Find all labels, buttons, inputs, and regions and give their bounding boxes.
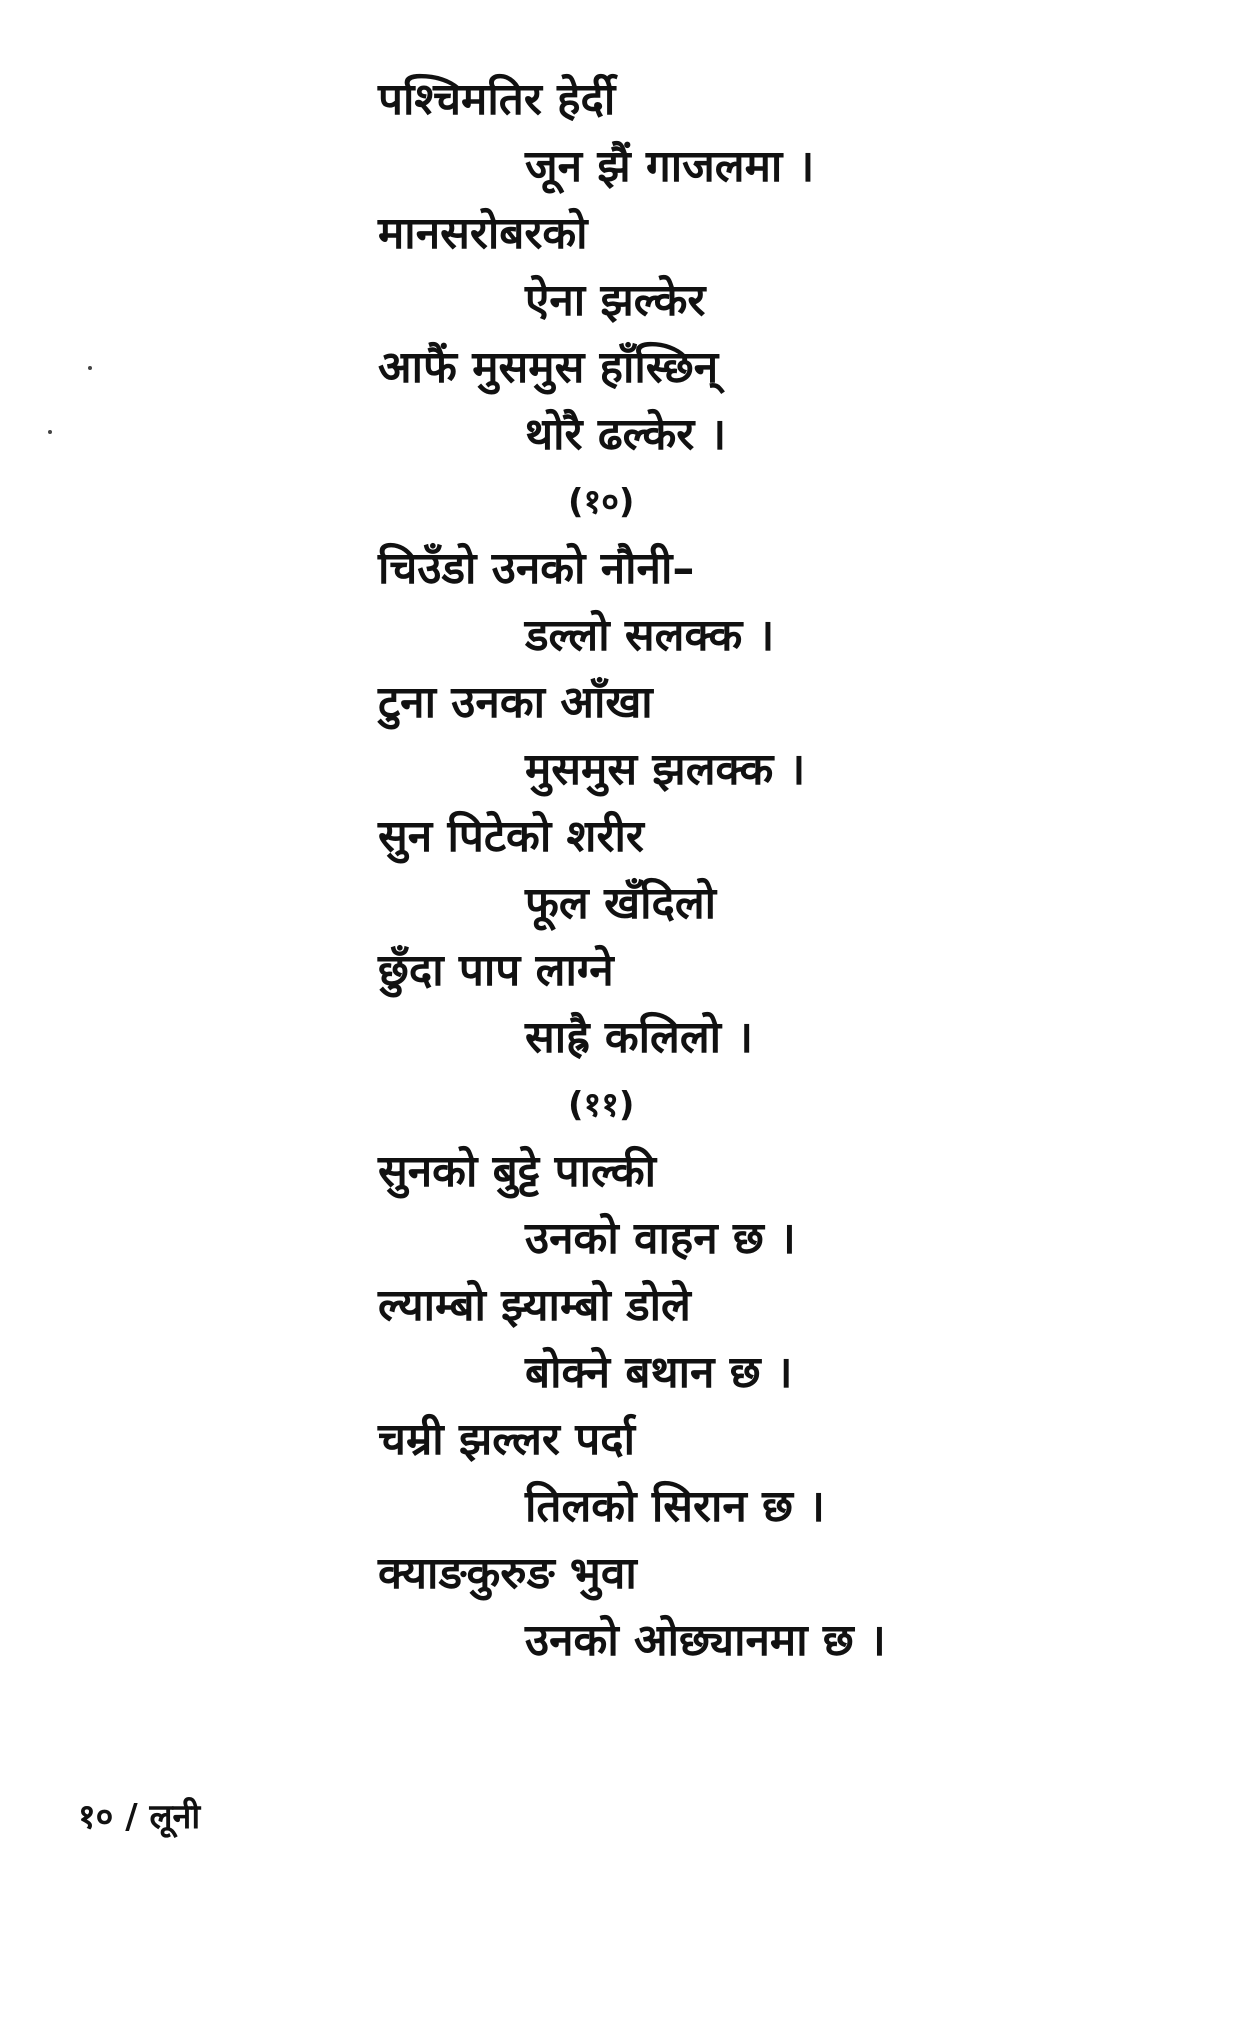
poem-line: जून झैं गाजलमा । xyxy=(525,141,815,192)
poem-line: मुसमुस झलक्क । xyxy=(525,744,806,795)
poem-line: आफैं मुसमुस हाँस्छिन् xyxy=(378,342,719,393)
poem-line: साह्रै कलिलो । xyxy=(525,1012,754,1063)
poem-line: मानसरोबरको xyxy=(378,208,588,259)
poem-line: चिउँडो उनको नौनी– xyxy=(378,543,695,594)
poem-line: पश्चिमतिर हेर्दी xyxy=(378,74,616,125)
poem-line: टुना उनका आँखा xyxy=(378,677,653,728)
page-footer: १० / लूनी xyxy=(78,1797,201,1837)
poem-line: उनको ओछ्यानमा छ । xyxy=(525,1615,886,1666)
poem-line: डल्लो सलक्क । xyxy=(525,610,775,661)
poem-line: छुँदा पाप लाग्ने xyxy=(378,945,614,996)
poem-line: सुनको बुट्टे पाल्की xyxy=(378,1146,657,1197)
poem-line: उनको वाहन छ । xyxy=(525,1213,796,1264)
stanza-number: (१०) xyxy=(568,482,635,522)
poem-line: चम्री झल्लर पर्दा xyxy=(378,1414,635,1465)
poem-line: ल्याम्बो झ्याम्बो डोले xyxy=(378,1280,691,1331)
poem-line: तिलको सिरान छ । xyxy=(525,1481,825,1532)
poem-line: ऐना झल्केर xyxy=(525,275,706,326)
poem-line: सुन पिटेको शरीर xyxy=(378,811,644,862)
scan-speck xyxy=(88,366,92,370)
scan-speck xyxy=(48,430,52,434)
poem-line: फूल खँदिलो xyxy=(525,878,717,929)
poem-line: थोरै ढल्केर । xyxy=(525,409,727,460)
poem-line: बोक्ने बथान छ । xyxy=(525,1347,793,1398)
stanza-number: (११) xyxy=(568,1085,635,1125)
poem-line: क्याङकुरुङ भुवा xyxy=(378,1548,637,1599)
